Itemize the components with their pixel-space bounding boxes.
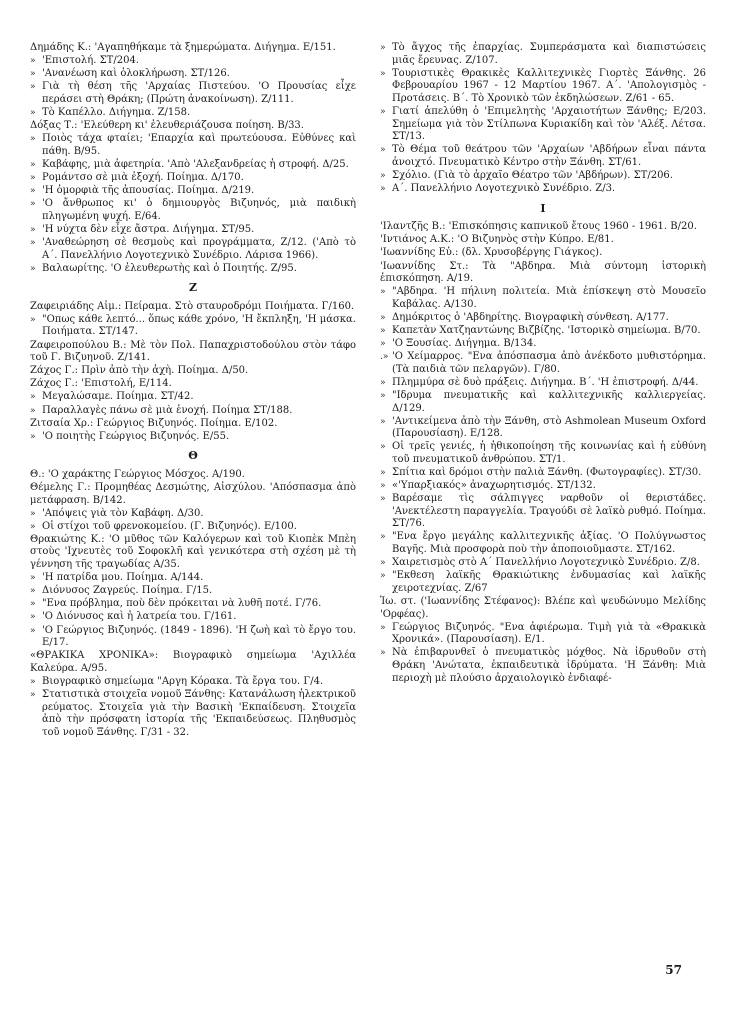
entry-text: Νὰ ἐπιβαρυνθεῖ ὁ πνευματικὸς μόχθος. Νὰ ἱδρυθοῦν στὴ Θράκη 'Ανώτατα, ἐκπαιδευτικὰ ἱδρύματα. 'Η Ξάνθη: Μιὰ περιοχὴ μὲ πλούσιο ἀρχαιολογικὸ ἐνδιαφέ- [392, 647, 706, 684]
ditto-mark: » [380, 68, 386, 79]
ditto-mark: » [30, 521, 36, 532]
entry-text: Ζιτσαία Χρ.: Γεώργιος Βιζυηνός. Ποίημα. Ε/102. [30, 417, 278, 429]
sub-entry [30, 159, 356, 172]
entry-text: Τὸ Θέμα τοῦ θεάτρου τῶν 'Αρχαίων 'Αβδήρων εἶναι πάντα ἀνοιχτό. Πνευματικὸ Κέντρο στὴν Ξάνθη. ΣΤ/61. [392, 144, 706, 168]
sub-entry [380, 144, 706, 169]
entry-text: Δημάδης Κ.: 'Αγαπηθήκαμε τὰ ξημερώματα. Διήγημα. Ε/151. [30, 42, 336, 53]
ditto-mark: » [30, 676, 36, 687]
section-letter: Ζ [188, 281, 198, 295]
entry-text: 'Επιστολή. ΣΤ/204. [42, 55, 139, 67]
entry-text: 'Ιωαννίδης Εὐ.: (δλ. Χρυσοβέργης Γιάγκος). [380, 247, 603, 259]
author-entry [30, 120, 356, 133]
section-letter: Θ [188, 449, 198, 463]
entry-text: 'Αναθεώρηση σὲ θεσμοὺς καὶ προγράμματα, Ζ/12. ('Απὸ τὸ Α΄. Πανελλήνιο Λογοτεχνικὸ Συνέδριο. Λάρισα 1966). [42, 236, 356, 261]
sub-entry [380, 286, 706, 311]
ditto-mark: » [30, 314, 36, 325]
author-entry [30, 365, 356, 378]
ditto-mark: » [380, 622, 386, 633]
sub-entry [30, 263, 356, 276]
sub-entry [380, 312, 706, 325]
sub-entry [380, 390, 706, 415]
entry-text: Μεγαλώσαμε. Ποίημα. ΣΤ/42. [42, 391, 194, 403]
ditto-mark: » [30, 599, 36, 610]
sub-entry [30, 55, 356, 68]
sub-entry [30, 172, 356, 185]
entry-text: Παραλλαγὲς πάνω σὲ μιὰ ἐνοχή. Ποίημα ΣΤ/188. [42, 404, 293, 416]
entry-text: Τὸ Καπέλλο. Διήγημα. Ζ/158. [42, 106, 191, 118]
author-entry [380, 221, 706, 234]
sub-entry [30, 585, 356, 598]
entry-text: Οἱ τρεῖς γενιές, ἡ ἠθικοποίηση τῆς κοινωνίας καὶ ἡ εὐθύνη τοῦ πνευματικοῦ ἀνθρώπου. ΣΤ/1. [392, 441, 706, 465]
ditto-mark: » [30, 199, 36, 210]
ditto-mark: » [30, 237, 36, 248]
sub-entry [380, 531, 706, 556]
page-number: 57 [665, 963, 682, 977]
entry-text: Βιογραφικὸ σημείωμα "Αργη Κόρακα. Τὰ ἔργα του. Γ/4. [42, 675, 324, 687]
entry-text: "Οπως κάθε λεπτό... ὅπως κάθε χρόνο, 'Η ἔκπληξη, 'Η μάσκα. Ποιήματα. ΣΤ/147. [42, 313, 356, 338]
sub-entry [30, 572, 356, 585]
sub-entry [30, 314, 356, 339]
sub-entry [380, 467, 706, 480]
entry-text: 'Απόψεις γιὰ τὸν Καβάφη. Δ/30. [42, 507, 204, 519]
ditto-mark: » [30, 405, 36, 416]
entry-text: Ἰω. στ. ('Ιωαννίδης Στέφανος): Βλέπε καὶ ψευδώνυμο Μελίδης 'Ορφέας). [380, 595, 706, 620]
ditto-mark: » [30, 69, 36, 80]
ditto-mark: » [30, 107, 36, 118]
ditto-mark: » [380, 184, 386, 195]
sub-entry [380, 106, 706, 144]
ditto-mark: » [380, 442, 386, 453]
ditto-mark: » [380, 43, 386, 53]
entry-text: Γεώργιος Βιζυηνός. "Ενα ἀφιέρωμα. Τιμὴ γιὰ τὰ «Θρακικὰ Χρονικά». (Παρουσίαση). Ε/1. [392, 621, 706, 646]
entry-text: "Εκθεση λαϊκῆς Θρακιώτικης ἐνδυμασίας καὶ λαϊκῆς χειροτεχνίας. Ζ/67 [392, 570, 706, 594]
author-entry [380, 234, 706, 247]
sub-entry [380, 557, 706, 570]
entry-text: 'Αντικείμενα ἀπὸ τὴν Ξάνθη, στὸ Ashmolean Museum Oxford (Παρουσίαση). Ε/128. [392, 415, 706, 440]
ditto-mark: » [380, 312, 386, 323]
entry-text: Θέμελης Γ.: Προμηθέας Δεσμώτης, Αἰσχύλου. 'Απόσπασμα ἀπὸ μετάφραση. Β/142. [30, 482, 356, 506]
author-entry [30, 418, 356, 431]
author-entry [30, 301, 356, 314]
sub-entry [380, 622, 706, 647]
ditto-mark: » [380, 339, 386, 350]
sub-entry [380, 42, 706, 67]
sub-entry [30, 508, 356, 521]
entry-text: "Ιδρυμα πνευματικῆς καὶ καλλιτεχνικῆς καλλιεργείας. Δ/129. [392, 389, 706, 414]
entry-text: 'Η ὀμορφιὰ τῆς ἀπουσίας. Ποίημα. Δ/219. [42, 185, 255, 197]
entry-text: 'Ο Χείμαρρος. "Ενα ἀπόσπασμα ἀπὸ ἀνέκδοτο μυθιστόρημα. (Τὰ παιδιὰ τῶν πελαργῶν). Γ/80. [392, 351, 706, 375]
ditto-mark: » [30, 224, 36, 235]
entry-text: «ΘΡΑΚΙΚΑ ΧΡΟΝΙΚΑ»: Βιογραφικὸ σημείωμα 'Αχιλλέα Καλεύρα. Α/95. [30, 650, 356, 674]
author-entry [30, 650, 356, 675]
entry-text: Βαλαωρίτης. 'Ο ἐλευθερωτὴς καὶ ὁ Ποιητής. Ζ/95. [42, 262, 297, 274]
ditto-mark: » [30, 625, 36, 636]
entry-text: Στατιστικὰ στοιχεῖα νομοῦ Ξάνθης: Κατανάλωση ἠλεκτρικοῦ ρεύματος. Στοιχεῖα γιὰ τὴν Βασικὴ 'Εκπαίδευση. Στοιχεῖα ἀπὸ τὴν πρόσφατη ἱστορία τῆς 'Εκπαιδεύσεως. Πληθυσμὸς τοῦ νομοῦ Ξάνθης. Γ/31 - 32. [42, 689, 356, 738]
entry-text: 'Ο ἄνθρωπος κι' ὁ δημιουργὸς Βιζυηνός, μιὰ παιδικὴ πληγωμένη ψυχή. Ε/64. [42, 198, 356, 222]
ditto-mark: » [380, 325, 386, 336]
ditto-mark: » [30, 134, 36, 145]
sub-entry [380, 183, 706, 196]
sub-entry [380, 441, 706, 466]
ditto-mark: » [380, 287, 386, 298]
ditto-mark: » [380, 145, 386, 156]
entry-text: 'Ο Διόνυσος καὶ ἡ λατρεία του. Γ/161. [42, 611, 237, 623]
entry-text: Ποιὸς τάχα φταίει; 'Επαρχία καὶ πρωτεύουσα. Εὐθύνες καὶ πάθη. Β/95. [42, 133, 356, 157]
sub-entry [30, 107, 356, 120]
entry-text: "Ενα πρόβλημα, ποὺ δὲν πρόκειται νὰ λυθῆ ποτέ. Γ/76. [42, 598, 322, 610]
entry-text: Τὸ ἄγχος τῆς ἐπαρχίας. Συμπεράσματα καὶ διαπιστώσεις μιᾶς ἔρευνας. Ζ/107. [392, 42, 706, 66]
entry-text: Σχόλιο. (Γιὰ τὸ ἀρχαῖο Θέατρο τῶν 'Αβδήρων). ΣΤ/206. [392, 169, 673, 181]
sub-entry [380, 647, 706, 685]
ditto-mark: » [380, 481, 386, 492]
ditto-mark: .» [380, 352, 389, 363]
entry-text: Σπίτια καὶ δρόμοι στὴν παλιὰ Ξάνθη. (Φωτογραφίες). ΣΤ/30. [392, 467, 702, 478]
entry-text: Γιὰ τὴ θέση τῆς 'Αρχαίας Πιστεύου. 'Ο Προυσίας εἶχε περάσει στὴ Θράκη; (Πρώτη ἀνακοίνωση). Ζ/111. [42, 81, 356, 105]
author-entry [30, 378, 356, 391]
ditto-mark: » [30, 82, 36, 93]
index-columns [30, 42, 706, 740]
left-column [30, 42, 356, 740]
ditto-mark: » [30, 508, 36, 519]
entry-text: Γιατί ἀπελύθη ὁ 'Επιμελητὴς 'Αρχαιοτήτων Ξάνθης; Ε/203. Σημείωμα γιὰ τὸν Στίλπωνα Κυριακίδη καὶ τὸν 'Αλέξ. Λέτσα. ΣΤ/13. [392, 105, 706, 143]
sub-entry [30, 391, 356, 404]
ditto-mark: » [380, 558, 386, 569]
ditto-mark: » [380, 571, 386, 582]
author-entry [380, 261, 706, 286]
entry-text: Οἱ στίχοι τοῦ φρενοκομείου. (Γ. Βιζυηνός). Ε/100. [42, 520, 297, 532]
entry-text: "Αβδηρα. 'Η πήλινη πολιτεία. Μιὰ ἐπίσκεψη στὸ Μουσεῖο Καβάλας. Α/130. [392, 286, 706, 310]
entry-text: Διόνυσος Ζαγρεύς. Ποίημα. Γ/15. [42, 585, 213, 597]
sub-entry [380, 325, 706, 338]
ditto-mark: » [30, 612, 36, 623]
sub-entry [30, 224, 356, 237]
author-entry [30, 340, 356, 365]
sub-entry [380, 351, 706, 376]
author-entry [30, 534, 356, 572]
entry-text: Δημόκριτος ὁ 'Αβδηρίτης. Βιογραφικὴ σύνθεση. Α/177. [392, 311, 669, 323]
sub-entry [380, 570, 706, 595]
ditto-mark: » [380, 416, 386, 427]
entry-text: Α΄. Πανελλήνιο Λογοτεχνικὸ Συνέδριο. Ζ/3. [392, 183, 616, 195]
section-letter: Ι [540, 201, 546, 215]
sub-entry [30, 431, 356, 444]
sub-entry [30, 676, 356, 689]
ditto-mark: » [30, 159, 36, 170]
ditto-mark: » [380, 648, 386, 659]
author-entry [380, 247, 706, 260]
entry-text: Ζαφειροπούλου Β.: Μὲ τὸν Πολ. Παπαχριστοδούλου στὸν τάφο τοῦ Γ. Βιζυηνοῦ. Ζ/141. [30, 339, 356, 364]
entry-text: Δόξας Τ.: 'Ελεύθερη κι' ἐλευθεριάζουσα ποίηση. Β/33. [30, 120, 304, 132]
sub-entry [30, 198, 356, 223]
entry-text: Βαρέσαμε τὶς σάλπιγγες ναρθοῦν οἱ θεριστάδες. 'Ανεκτέλεστη παραγγελία. Τραγούδι σὲ λαϊκὸ ρυθμό. Ποίημα. ΣΤ/76. [392, 493, 706, 530]
ditto-mark: » [30, 186, 36, 197]
ditto-mark: » [380, 532, 386, 543]
entry-text: Ζάχος Γ.: Πρὶν ἀπὸ τὴν ἀχὴ. Ποίημα. Δ/50. [30, 365, 249, 377]
entry-text: Θ.: 'Ο χαράκτης Γεώργιος Μόσχος. Α/190. [30, 468, 245, 480]
ditto-mark: » [380, 377, 386, 388]
entry-text: 'Η πατρίδα μου. Ποίημα. Α/144. [42, 572, 204, 584]
ditto-mark: » [30, 56, 36, 67]
entry-text: Πλημμύρα σὲ δυὸ πράξεις. Διήγημα. Β΄. 'Η ἐπιστροφή. Δ/44. [392, 376, 699, 388]
sub-entry [380, 68, 706, 106]
ditto-mark: » [380, 106, 386, 117]
entry-text: Χαιρετισμὸς στὸ Α΄ Πανελλήνιο Λογοτεχνικὸ Συνέδριο. Ζ/8. [392, 557, 700, 569]
entry-text: «'Υπαρξιακός» ἀναχωρητισμός. ΣΤ/132. [392, 480, 596, 492]
entry-text: 'Ο Γεώργιος Βιζυηνός. (1849 - 1896). 'Η ζωὴ καὶ τὸ ἔργο του. Ε/17. [42, 624, 356, 649]
entry-text: Ζάχος Γ.: 'Επιστολή, Ε/114. [30, 378, 172, 390]
ditto-mark: » [30, 172, 36, 183]
author-entry [380, 596, 706, 621]
entry-text: "Ενα ἔργο μεγάλης καλλιτεχνικῆς ἀξίας. 'Ο Πολύγνωστος Βαγῆς. Μιὰ προσφορὰ ποὺ τὴν ἀποποιοῦμαστε. ΣΤ/162. [392, 531, 706, 556]
ditto-mark: » [30, 392, 36, 403]
sub-entry [30, 185, 356, 198]
sub-entry [30, 68, 356, 81]
entry-text: Καπετὰν Χατζηαντώνης Βιζβίζης. 'Ιστορικὸ σημείωμα. Β/70. [392, 324, 701, 336]
sub-entry [380, 416, 706, 441]
ditto-mark: » [30, 431, 36, 442]
entry-text: 'Ο ποιητὴς Γεώργιος Βιζυηνός. Ε/55. [42, 430, 230, 442]
sub-entry [30, 689, 356, 739]
sub-entry [380, 338, 706, 351]
ditto-mark: » [380, 170, 386, 181]
sub-entry [30, 237, 356, 262]
sub-entry [380, 480, 706, 493]
sub-entry [380, 493, 706, 531]
sub-entry [30, 611, 356, 624]
sub-entry [30, 521, 356, 534]
ditto-mark: » [380, 390, 386, 401]
entry-text: 'Ιωαννίδης Στ.: Τὰ "Αβδηρα. Μιὰ σύντομη ἱστορικὴ ἐπισκόπηση. Α/19. [380, 260, 706, 285]
ditto-mark: » [30, 263, 36, 274]
entry-text: 'Ιντιάνος Α.Κ.: 'Ο Βιζυηνὸς στὴν Κύπρο. Ε/81. [380, 234, 614, 246]
entry-text: Θρακιώτης Κ.: 'Ο μῦθος τῶν Καλόγερων καὶ τοῦ Κιοπὲκ Μπὲη στοὺς 'Ιχνευτὲς τοῦ Σοφοκλῆ καὶ γενικότερα στὴ σχέση μὲ τὴ γέννηση τῆς τραγωδίας Α/35. [30, 533, 356, 571]
entry-text: 'Ο Ξουσίας. Διήγημα. Β/134. [392, 338, 537, 350]
ditto-mark: » [30, 586, 36, 597]
entry-text: 'Ιλαντζῆς Β.: 'Επισκόπησις καπνικοῦ ἔτους 1960 - 1961. Β/20. [380, 221, 697, 233]
ditto-mark: » [380, 494, 386, 505]
ditto-mark: » [380, 468, 386, 478]
sub-entry [380, 377, 706, 390]
sub-entry [30, 625, 356, 650]
entry-text: Καβάφης, μιὰ ἀφετηρία. 'Απὸ 'Αλεξανδρείας ἡ στροφή. Δ/25. [42, 158, 349, 170]
ditto-mark: » [30, 573, 36, 584]
entry-text: Τουριστικὲς Θρακικὲς Καλλιτεχνικὲς Γιορτὲς Ξάνθης. 26 Φεβρουαρίου 1967 - 12 Μαρτίου 1967. Α΄. 'Απολογισμὸς - Προτάσεις. Β΄. Τὸ Χρονικὸ τῶν ἐκδηλώσεων. Ζ/61 - 65. [392, 67, 706, 104]
sub-entry [30, 133, 356, 158]
author-entry [30, 482, 356, 507]
entry-text: Ρομάντσο σὲ μιὰ ἐξοχή. Ποίημα. Δ/170. [42, 171, 244, 183]
sub-entry [30, 598, 356, 611]
sub-entry [30, 81, 356, 106]
ditto-mark: » [30, 690, 36, 700]
entry-text: Ζαφειριάδης Αἰμ.: Πείραμα. Στὸ σταυροδρόμι Ποιήματα. Γ/160. [30, 300, 355, 312]
right-column [380, 42, 706, 740]
author-entry [30, 469, 356, 482]
entry-text: 'Η νύχτα δὲν εἶχε ἄστρα. Διήγημα. ΣΤ/95. [42, 223, 255, 235]
entry-text: 'Ανανέωση καὶ ὁλοκλήρωση. ΣΤ/126. [42, 68, 230, 80]
author-entry [30, 42, 356, 55]
sub-entry [30, 405, 356, 418]
sub-entry [380, 170, 706, 183]
